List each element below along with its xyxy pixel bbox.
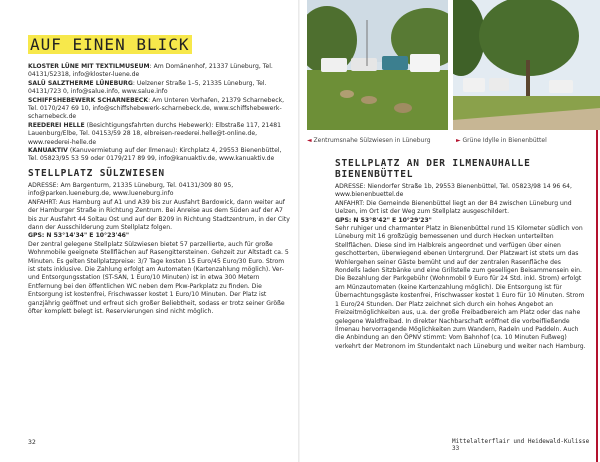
photo-bienenbuettel [453, 0, 600, 130]
page-footer-right [452, 438, 600, 452]
directions-suelzwiesen: ANFAHRT: Aus Hamburg auf A1 und A39 bis zur Ausfahrt Bardowick, dann weiter auf der Hamburger Straße in Richtung Zentrum. Bei Anreise aus dem Süden auf der A7 bis zur Ausfahrt 44 Soltau Ost und auf der B209 in Richtung Stadtzentrum, in der City dann der Ausschilderung zum Stellplatz folgen. [28, 198, 290, 231]
entry-text: : Am Unteren Vorhafen, 21379 Scharnebeck, Tel. 0170/247 69 10, info@schiffshebewerk-scharnebeck.de, www.schiffshebewerk-scharnebeck.de [28, 96, 287, 121]
entry-name: SALÜ SALZTHERME LÜNEBURG [28, 79, 133, 87]
section-title-ilmenauhalle-1: STELLPLATZ AN DER ILMENAUHALLE [335, 158, 531, 169]
photo-caption-1 [307, 137, 431, 144]
photo-suelzwiesen [307, 0, 448, 130]
page-number-left: 32 [28, 438, 36, 446]
entry-name: REEDEREI HELLE [28, 121, 85, 129]
address-bienenbuettel: ADRESSE: Niendorfer Straße 1b, 29553 Bienenbüttel, Tel. 05823/98 14 96 64, www.bienenbuettel.de [335, 183, 572, 199]
photo-strip [307, 0, 600, 130]
gps-bienenbuettel: GPS: N 53°8'42" E 10°29'23" [335, 216, 432, 224]
running-footer: Mittelalterflair und Heidewald-Kulisse [452, 438, 590, 445]
box-heading-text: AUF EINEN BLICK [30, 35, 190, 54]
left-page [28, 33, 290, 316]
gps-suelzwiesen: GPS: N 53°14'34" E 10°23'46" [28, 232, 130, 240]
right-page [335, 158, 587, 351]
entry-kloster [28, 63, 290, 80]
entry-kanuaktiv [28, 147, 290, 164]
entry-text: : Uelzener Straße 1–5, 21335 Lüneburg, Tel. 04131/723 0, info@salue.info, www.salue.info [28, 79, 269, 96]
entry-schiffshebewerk [28, 97, 290, 122]
entry-salue [28, 80, 290, 97]
entry-text: (Besichtigungsfahrten durchs Hebewerk): Elbstraße 117, 21481 Lauenburg/Elbe, Tel. 04153/59 28 18, elbreisen-reederei.helle@t-online.de, www.reederei-helle.de [28, 121, 283, 146]
entry-text: : Am Domänenhof, 21337 Lüneburg, Tel. 04131/52318, info@kloster-luene.de [28, 63, 275, 79]
entry-reederei [28, 122, 290, 147]
description-suelzwiesen: Der zentral gelegene Stellplatz Sülzwiesen bietet 57 parzellierte, auch für große Wohnmobile geeignete Stellflächen auf Rasengittersteinen. Gehzeit zur Altstadt ca. 5 Minuten. Es gelten Stellplatzpreise: 3/7 Tage kosten 15 Euro/45 Euro/30 Euro. Strom ist stets inklusive. Die Zahlung erfolgt am Automaten (Kartenzahlung möglich). Ver- und Entsorgungsstation (ST-SAN, 1 Euro/10 Minuten) ist in etwa 300 Metern Entfernung bei den öffentlichen WC neben dem Pkw-Parkplatz zu finden. Die Entsorgung ist kostenfrei, Frischwasser kostet 1 Euro/10 Minuten. Der Platz ist ganzjährig geöffnet und erfreut sich großer Beliebtheit, sodass er trotz seiner Größe öfter komplett belegt ist. Reservierungen sind nicht möglich. [28, 240, 289, 315]
description-bienenbuettel: Sehr ruhiger und charmanter Platz in Bienenbüttel rund 15 Kilometer südlich von Lüneburg mit 16 großzügig bemessenen und durch Hecken unterteilten Stellflächen. Diese sind im Halbkreis angeordnet und verfügen über einen geschotterten, überwiegend ebenen Untergrund. Der Platzwart ist stets um das Wohlergehen seiner Gäste bemüht und auf der zentralen Rasenfläche des Rondells laden Sitzbänke und eine Grillstelle zum geselligen Beisammensein ein. Die Bezahlung der Parkgebühr (Wohnmobil 9 Euro für 24 Std. inkl. Strom) erfolgt am Münzautomaten (keine Kartenzahlung möglich). Die Entsorgung ist für Übernachtungsgäste kostenfrei, Frischwasser kostet 1 Euro für 10 Minuten. Strom 1 Euro/24 Stunden. Der Platz zeichnet sich durch ein hohes Angebot an Freizeitmöglichkeiten aus, u.a. der große Freibadbereich am Platz oder das nahe gelegene Waldfreibad. In direkter Nachbarschaft eröffnet die vorbeifließende Ilmenau hervorragende Möglichkeiten zum Wandern, Radeln und Paddeln. Auch die Anbindung an den ÖPNV stimmt: Vom Bahnhof (ca. 10 Minuten Fußweg) verkehrt der Metronom im Stundentakt nach Lüneburg und weiter nach Hamburg. [335, 225, 586, 350]
box-heading [28, 33, 290, 57]
caption-triangle-icon: ◄ [307, 137, 314, 144]
caption-triangle-icon: ► [456, 137, 463, 144]
caption-text: Zentrumsnahe Sülzwiesen in Lüneburg [313, 137, 431, 144]
page-number-right: 33 [452, 445, 460, 452]
entry-name: KANUAKTIV [28, 147, 68, 155]
directions-bienenbuettel: ANFAHRT: Die Gemeinde Bienenbüttel liegt an der B4 zwischen Lüneburg und Uelzen, im Ort ist der Weg zum Stellplatz ausgeschildert. [335, 199, 572, 216]
entry-text: (Kanuvermietung auf der Ilmenau): Kirchplatz 4, 29553 Bienenbüttel, Tel. 05823/95 53 59 oder 0179/217 89 99, info@kanuaktiv.de, www.kanuaktiv.de [28, 147, 284, 163]
page-spine [298, 0, 300, 462]
entry-name: SCHIFFSHEBEWERK SCHARNEBECK [28, 96, 149, 104]
photo-caption-2 [456, 137, 547, 144]
address-suelzwiesen: ADRESSE: Am Bargenturm, 21335 Lüneburg, Tel. 04131/309 80 95, info@parken.lueneburg.de, www.lueneburg.info [28, 181, 234, 198]
caption-text: Grüne Idylle in Bienenbüttel [462, 137, 547, 144]
section-title-ilmenauhalle-2: BIENENBÜTTEL [335, 169, 414, 180]
entry-name: KLOSTER LÜNE MIT TEXTILMUSEUM [28, 63, 150, 70]
section-title-suelzwiesen: STELLPLATZ SÜLZWIESEN [28, 167, 165, 179]
